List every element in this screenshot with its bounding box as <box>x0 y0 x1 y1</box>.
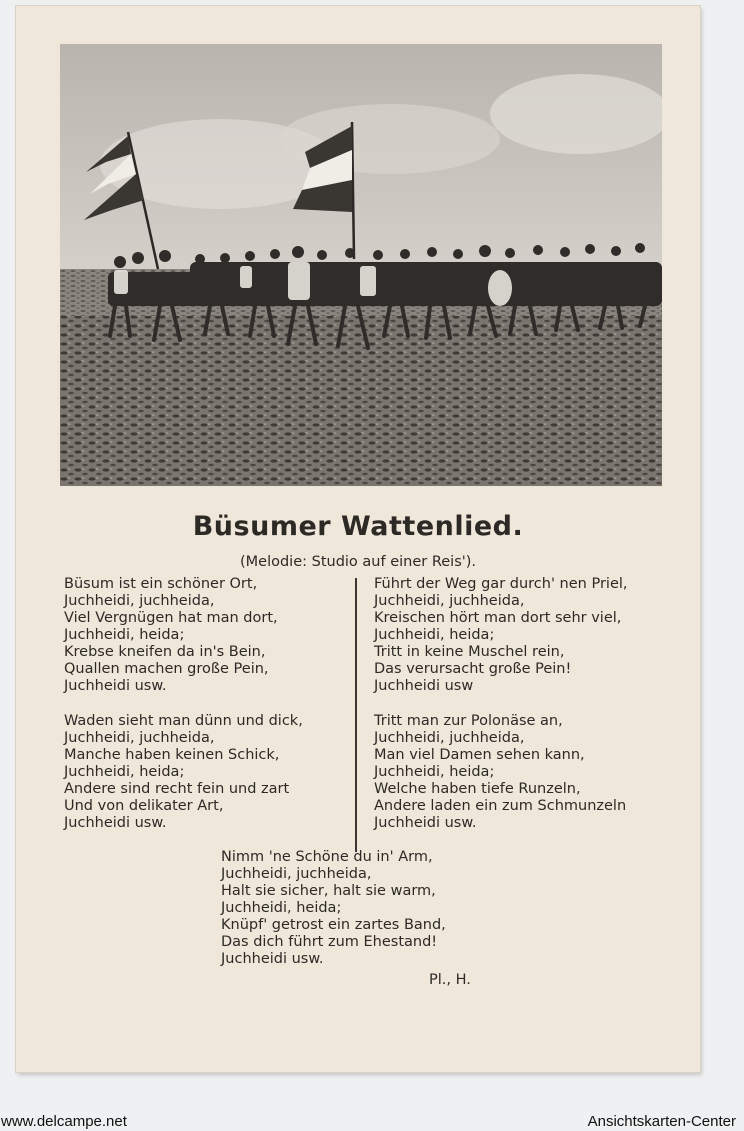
poem-title: Büsumer Wattenlied. <box>192 511 524 542</box>
verse-line: Juchheidi usw. <box>64 678 167 694</box>
verse-line: Waden sieht man dünn und dick, <box>64 713 303 729</box>
verse-line: Andere laden ein zum Schmunzeln <box>374 798 627 814</box>
verse-line: Juchheidi, juchheida, <box>221 866 372 882</box>
verse-line: Juchheidi, heida; <box>221 900 342 916</box>
stanza-3 <box>64 713 303 832</box>
verse-line: Juchheidi usw <box>374 678 474 694</box>
verse-line: Juchheidi, heida; <box>64 627 185 643</box>
verse-line: Juchheidi, juchheida, <box>64 593 215 609</box>
verse-line: Welche haben tiefe Runzeln, <box>374 781 581 797</box>
verse-line: Und von delikater Art, <box>64 798 224 814</box>
verse-line: Tritt man zur Polonäse an, <box>374 713 563 729</box>
photo-illustration <box>60 44 662 486</box>
author-initials: Pl., H. <box>429 972 471 988</box>
verse-line: Quallen machen große Pein, <box>64 661 269 677</box>
poem-melody: (Melodie: Studio auf einer Reis'). <box>239 554 477 570</box>
verse-line: Viel Vergnügen hat man dort, <box>64 610 278 626</box>
stanza-1 <box>64 576 278 695</box>
postcard <box>16 6 700 1072</box>
verse-line: Büsum ist ein schöner Ort, <box>64 576 258 592</box>
verse-line: Juchheidi, heida; <box>374 627 495 643</box>
postcard-photo <box>60 44 662 486</box>
verse-line: Juchheidi, heida; <box>64 764 185 780</box>
watermark-right[interactable]: Ansichtskarten-Center <box>587 1113 736 1130</box>
verse-line: Führt der Weg gar durch' nen Priel, <box>374 576 628 592</box>
verse-line: Juchheidi, juchheida, <box>374 730 525 746</box>
verse-line: Juchheidi, heida; <box>374 764 495 780</box>
verse-line: Tritt in keine Muschel rein, <box>374 644 565 660</box>
verse-line: Halt sie sicher, halt sie warm, <box>221 883 436 899</box>
verse-line: Andere sind recht fein und zart <box>64 781 290 797</box>
stanza-2 <box>374 576 628 695</box>
verse-line: Krebse kneifen da in's Bein, <box>64 644 266 660</box>
verse-line: Juchheidi usw. <box>374 815 477 831</box>
watermark-left[interactable]: www.delcampe.net <box>1 1113 127 1130</box>
verse-line: Man viel Damen sehen kann, <box>374 747 585 763</box>
stanza-4 <box>374 713 626 832</box>
verse-line: Das verursacht große Pein! <box>374 661 572 677</box>
verse-line: Juchheidi usw. <box>64 815 167 831</box>
verse-line: Knüpf' getrost ein zartes Band, <box>221 917 446 933</box>
verse-line: Das dich führt zum Ehestand! <box>221 934 438 950</box>
verse-line: Juchheidi, juchheida, <box>374 593 525 609</box>
verse-line: Nimm 'ne Schöne du in' Arm, <box>221 849 433 865</box>
verse-line: Kreischen hört man dort sehr viel, <box>374 610 622 626</box>
verse-line: Juchheidi usw. <box>221 951 324 967</box>
column-divider <box>355 578 357 852</box>
verse-line: Manche haben keinen Schick, <box>64 747 280 763</box>
stanza-5 <box>221 849 446 968</box>
verse-line: Juchheidi, juchheida, <box>64 730 215 746</box>
